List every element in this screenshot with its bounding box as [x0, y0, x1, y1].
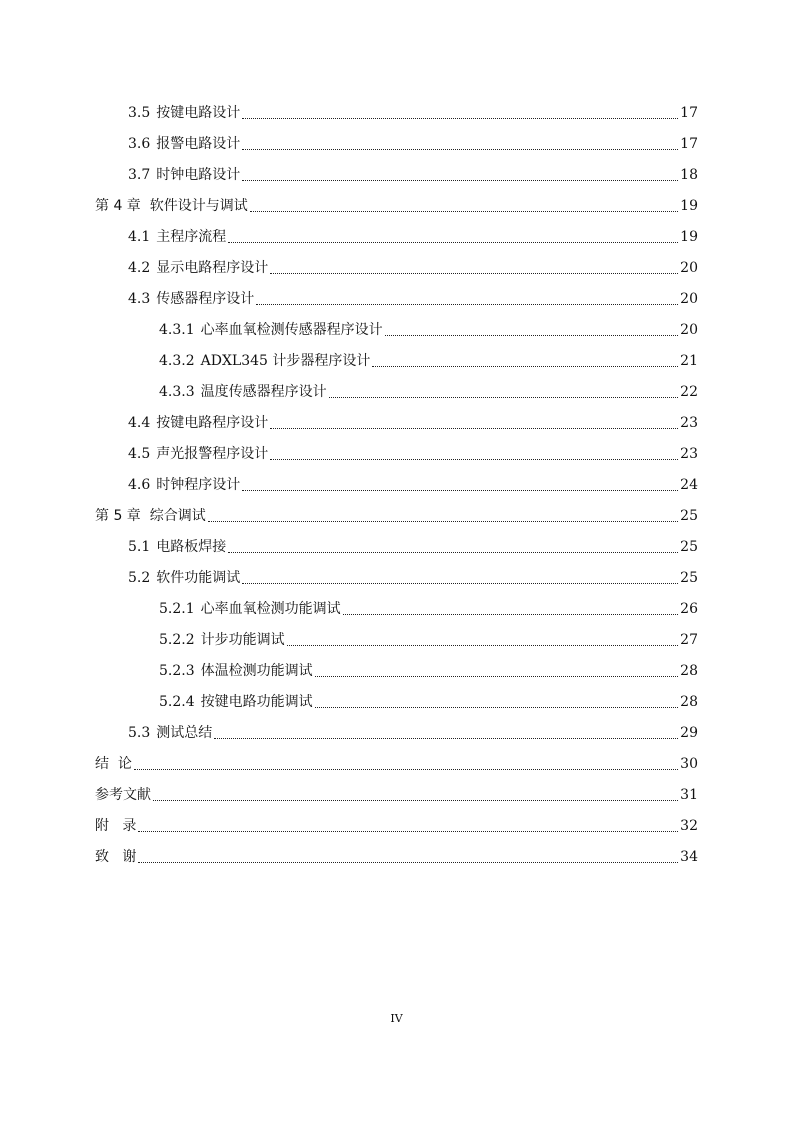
- toc-entry-title: [128, 723, 212, 743]
- toc-entry-number: 4.5: [128, 445, 151, 462]
- toc-entry-title: [128, 103, 240, 123]
- toc-entry-title: [159, 692, 313, 712]
- toc-entry[interactable]: [0, 97, 793, 128]
- toc-entry-text: 声光报警程序设计: [156, 445, 269, 462]
- toc-entry-page: 18: [680, 166, 698, 183]
- toc-entry[interactable]: [0, 128, 793, 159]
- dot-leader: [242, 489, 678, 491]
- toc-entry-title: [95, 506, 206, 526]
- toc-entry-title: [159, 382, 327, 402]
- toc-entry-number: 5.2: [128, 569, 151, 586]
- toc-entry-text: 附 录: [95, 817, 137, 834]
- toc-entry-title: [159, 661, 313, 681]
- toc-entry[interactable]: [0, 810, 793, 841]
- toc-entry-text: 电路板焊接: [156, 538, 227, 555]
- toc-entry[interactable]: [0, 345, 793, 376]
- toc-entry-page: 26: [680, 600, 698, 617]
- dot-leader: [228, 241, 678, 243]
- toc-entry-number: 4.3: [128, 290, 151, 307]
- toc-entry-number: 第 4 章: [95, 197, 141, 214]
- toc-entry-number: 4.3.2: [159, 352, 195, 369]
- dot-leader: [138, 830, 678, 832]
- toc-entry-title: [159, 351, 370, 371]
- dot-leader: [287, 644, 678, 646]
- toc-entry-number: 4.6: [128, 476, 151, 493]
- toc-entry-text: 时钟电路设计: [156, 166, 241, 183]
- toc-entry-title: [95, 196, 248, 216]
- toc-entry-title: [128, 289, 254, 309]
- dot-leader: [315, 675, 678, 677]
- toc-entry-page: 21: [680, 352, 698, 369]
- toc-entry-number: 3.6: [128, 135, 151, 152]
- dot-leader: [270, 427, 678, 429]
- dot-leader: [138, 861, 678, 863]
- toc-entry-title: [128, 413, 268, 433]
- toc-entry-page: 19: [680, 197, 698, 214]
- toc-entry-text: 按键电路设计: [156, 104, 241, 121]
- toc-entry[interactable]: [0, 748, 793, 779]
- toc-entry[interactable]: [0, 469, 793, 500]
- toc-entry-page: 25: [680, 538, 698, 555]
- toc-entry[interactable]: [0, 500, 793, 531]
- toc-entry-text: 计步功能调试: [200, 631, 285, 648]
- toc-entry-text: 报警电路设计: [156, 135, 241, 152]
- dot-leader: [242, 179, 678, 181]
- toc-entry-title: [95, 847, 136, 867]
- toc-entry-number: 5.1: [128, 538, 151, 555]
- toc-entry[interactable]: [0, 221, 793, 252]
- toc-entry[interactable]: [0, 655, 793, 686]
- toc-entry[interactable]: [0, 438, 793, 469]
- page-number: IV: [390, 1012, 403, 1025]
- toc-entry-title: [159, 599, 341, 619]
- toc-entry-text: 传感器程序设计: [156, 290, 255, 307]
- toc-entry[interactable]: [0, 717, 793, 748]
- toc-entry-page: 17: [680, 104, 698, 121]
- toc-entry-page: 32: [680, 817, 698, 834]
- toc-entry-page: 20: [680, 259, 698, 276]
- toc-entry-number: 3.7: [128, 166, 151, 183]
- toc-entry-text: 主程序流程: [156, 228, 227, 245]
- toc-entry-page: 30: [680, 755, 698, 772]
- toc-entry[interactable]: [0, 190, 793, 221]
- dot-leader: [270, 458, 678, 460]
- toc-entry[interactable]: [0, 779, 793, 810]
- toc-entry-page: 19: [680, 228, 698, 245]
- toc-entry-title: [128, 444, 268, 464]
- toc-entry-text: 显示电路程序设计: [156, 259, 269, 276]
- toc-entry-title: [128, 227, 226, 247]
- toc-entry-number: 4.4: [128, 414, 151, 431]
- toc-entry-number: 5.3: [128, 724, 151, 741]
- toc-entry-page: 25: [680, 507, 698, 524]
- toc-entry-number: 5.2.1: [159, 600, 195, 617]
- toc-entry-number: 4.3.3: [159, 383, 195, 400]
- toc-entry-page: 20: [680, 290, 698, 307]
- dot-leader: [153, 799, 678, 801]
- toc-entry-title: [128, 537, 226, 557]
- toc-entry-page: 23: [680, 414, 698, 431]
- toc-entry-page: 29: [680, 724, 698, 741]
- dot-leader: [315, 706, 678, 708]
- toc-entry-title: [128, 165, 240, 185]
- toc-entry[interactable]: [0, 686, 793, 717]
- toc-entry-page: 25: [680, 569, 698, 586]
- toc-entry[interactable]: [0, 376, 793, 407]
- toc-entry-title: [159, 630, 285, 650]
- toc-entry-text: 按键电路程序设计: [156, 414, 269, 431]
- toc-entry-text: 按键电路功能调试: [200, 693, 313, 710]
- toc-entry-page: 27: [680, 631, 698, 648]
- toc-entry-page: 28: [680, 662, 698, 679]
- toc-entry-title: [128, 258, 268, 278]
- toc-entry[interactable]: [0, 407, 793, 438]
- toc-entry[interactable]: [0, 314, 793, 345]
- toc-entry-text: 软件设计与调试: [149, 197, 248, 214]
- dot-leader: [256, 303, 678, 305]
- toc-entry-number: 5.2.3: [159, 662, 195, 679]
- toc-entry-text: 结 论: [95, 755, 132, 772]
- dot-leader: [343, 613, 678, 615]
- toc-entry-text: 参考文献: [95, 786, 151, 803]
- toc-entry-page: 31: [680, 786, 698, 803]
- dot-leader: [385, 334, 678, 336]
- dot-leader: [250, 210, 678, 212]
- toc-entry-page: 34: [680, 848, 698, 865]
- toc-entry[interactable]: [0, 562, 793, 593]
- toc-entry-page: 24: [680, 476, 698, 493]
- toc-entry-number: 4.2: [128, 259, 151, 276]
- table-of-contents: [0, 97, 793, 872]
- toc-entry-number: 3.5: [128, 104, 151, 121]
- toc-entry-number: 4.3.1: [159, 321, 195, 338]
- toc-entry-text: 综合调试: [149, 507, 206, 524]
- toc-entry-title: [95, 816, 136, 836]
- toc-entry-text: 温度传感器程序设计: [200, 383, 327, 400]
- toc-entry-text: 致 谢: [95, 848, 137, 865]
- toc-entry-number: 5.2.4: [159, 693, 195, 710]
- toc-entry-page: 28: [680, 693, 698, 710]
- toc-entry-text: 软件功能调试: [156, 569, 241, 586]
- toc-entry-text: 体温检测功能调试: [200, 662, 313, 679]
- toc-entry[interactable]: [0, 531, 793, 562]
- toc-entry-text: 测试总结: [156, 724, 213, 741]
- toc-entry-title: [159, 320, 383, 340]
- toc-entry[interactable]: [0, 159, 793, 190]
- toc-entry[interactable]: [0, 841, 793, 872]
- dot-leader: [208, 520, 678, 522]
- dot-leader: [242, 117, 678, 119]
- toc-entry-page: 17: [680, 135, 698, 152]
- toc-entry-text: 时钟程序设计: [156, 476, 241, 493]
- toc-entry-page: 22: [680, 383, 698, 400]
- toc-entry[interactable]: [0, 593, 793, 624]
- toc-entry-number: 4.1: [128, 228, 151, 245]
- toc-entry-title: [95, 785, 151, 805]
- toc-entry[interactable]: [0, 252, 793, 283]
- toc-entry-page: 23: [680, 445, 698, 462]
- toc-entry-text: 心率血氧检测功能调试: [200, 600, 341, 617]
- toc-entry-title: [128, 568, 240, 588]
- dot-leader: [214, 737, 678, 739]
- dot-leader: [270, 272, 678, 274]
- toc-entry-title: [128, 475, 240, 495]
- dot-leader: [372, 365, 678, 367]
- toc-entry-page: 20: [680, 321, 698, 338]
- toc-entry-title: [95, 754, 132, 774]
- dot-leader: [228, 551, 678, 553]
- dot-leader: [242, 148, 678, 150]
- dot-leader: [242, 582, 678, 584]
- toc-entry-text: ADXL345 计步器程序设计: [200, 352, 371, 369]
- toc-entry-title: [128, 134, 240, 154]
- toc-entry[interactable]: [0, 283, 793, 314]
- dot-leader: [134, 768, 678, 770]
- toc-entry-number: 第 5 章: [95, 507, 141, 524]
- toc-entry-number: 5.2.2: [159, 631, 195, 648]
- toc-entry[interactable]: [0, 624, 793, 655]
- toc-entry-text: 心率血氧检测传感器程序设计: [200, 321, 383, 338]
- dot-leader: [329, 396, 678, 398]
